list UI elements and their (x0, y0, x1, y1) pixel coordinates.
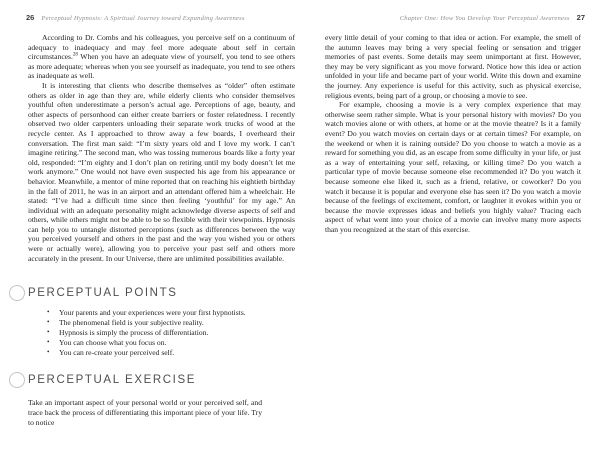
right-header-title: Chapter One: How You Develop Your Perceptual Awareness (399, 15, 570, 22)
left-header-title: Perceptual Hypnosis: A Spiritual Journey toward Expanding Awareness (41, 15, 245, 22)
left-running-header (26, 13, 245, 22)
section-heading-perceptual-exercise (28, 374, 196, 386)
section-heading-perceptual-points (28, 287, 177, 299)
right-page (300, 0, 600, 450)
right-running-header (400, 13, 585, 22)
exercise-text (28, 398, 262, 427)
section-heading-label: PERCEPTUAL EXERCISE (28, 374, 197, 386)
right-body-text (325, 33, 581, 234)
list-item: • You can re-create your perceived self. (47, 348, 282, 358)
perceptual-points-list (47, 308, 282, 358)
footnote-reference: 28 (72, 52, 78, 58)
body-paragraph: For example, choosing a movie is a very complex experience that may otherwise seem rather simple. What is your personal history with movies? Do you watch movies alone or with others, at home or at the movie theatre? Is it a family event? Do you watch movies on certain days or at certain times? For example, on the weekend or when it is raining outside? Do you choose to watch a movie as a reward for something you did, as an escape from some difficulty in your life, or just as a way of entertaining your self, relaxing, or killing time? Do you watch a particular type of movie because someone else recommended it? Do you watch it because someone else liked it, such as a friend, relative, or coworker? Do you watch it because it is popular and everyone else has seen it? Do you watch a movie because of the feelings of excitement, comfort, or laughter it evokes within you or because the movie expresses ideas and beliefs you highly value? Tracing each aspect of what went into your choice of a movie can involve many more aspects than you recognized at the start of this exercise. (325, 100, 581, 234)
left-body-text (28, 33, 295, 263)
list-item: • You can choose what you focus on. (47, 338, 282, 348)
paragraph-text: According to Dr. Combs and his colleagues, you perceive self on a continuum of adequacy to inadequacy and may feel more adequate about self in certain circumstances. (28, 33, 295, 62)
body-paragraph: Take an important aspect of your personal world or your perceived self, and trace back the process of differentiating this important piece of your life. Try to notice (28, 398, 262, 427)
list-item: • The phenomenal field is your subjective reality. (47, 318, 282, 328)
right-page-number: 27 (576, 13, 585, 22)
list-item: • Hypnosis is simply the process of differentiation. (47, 328, 282, 338)
section-circle-icon (9, 285, 25, 301)
body-paragraph: every little detail of your coming to that idea or action. For example, the smell of the autumn leaves may bring a very special feeling or sensation and trigger memories of past events. Some details may seem unimportant at first. However, they may be very significant as you move forward. Notice how this idea or action unfolded in your life and became part of your world. Write this down and examine the journey. Any experience is useful for this activity, such as physical exercise, religious events, being part of a group, or choosing a movie to see. (325, 33, 581, 100)
section-circle-icon (9, 372, 25, 388)
body-paragraph: It is interesting that clients who describe themselves as “older” often estimate others as older in age than they are, while elderly clients who consider themselves youthful often underestimate a person’s actual age. Perceptions of age, beauty, and other aspects of personhood can either create barriers or foster relatedness. I recently observed two older carpenters unloading their separate work trucks of wood at the recycle center. As I approached to throw away a few boards, I overheard their conversation. The first man said: “I’m sixty years old and I love my work. I can’t imagine retiring.” The second man, who was tossing numerous boards like a forty year old, responded: “I’m eighty and I don’t plan on retiring until my body doesn’t let me work anymore.” One would not have even suspected his age from his appearance or behavior. Meanwhile, a mentor of mine reported that on reaching his eightieth birthday in the fall of 2011, he was in an airport and an attendant offered him a wheelchair. He stated: “I’ve had a difficult time since then feeling ‘youthful’ for my age.” An individual with an adequate personality might acknowledge diverse aspects of self and others, while others might not be able to be so flexible with their viewpoints. Hypnosis can help you to untangle distorted perceptions (such as differences between the way you perceived yourself and others in the past and the way you wished you or others were or actually were), allowing you to perceive your past self and others more accurately in the present. In our Universe, there are unlimited possibilities available. (28, 80, 295, 263)
paragraph-text: When you have an adequate view of yourself, you tend to see others as more adequate; whereas when you see yourself as inadequate, you tend to see others as inadequate as well. (28, 52, 295, 81)
left-page-number: 26 (26, 13, 35, 22)
section-heading-label: PERCEPTUAL POINTS (28, 287, 178, 299)
body-paragraph (28, 33, 295, 81)
list-item: • Your parents and your experiences were your first hypnotists. (47, 308, 282, 318)
